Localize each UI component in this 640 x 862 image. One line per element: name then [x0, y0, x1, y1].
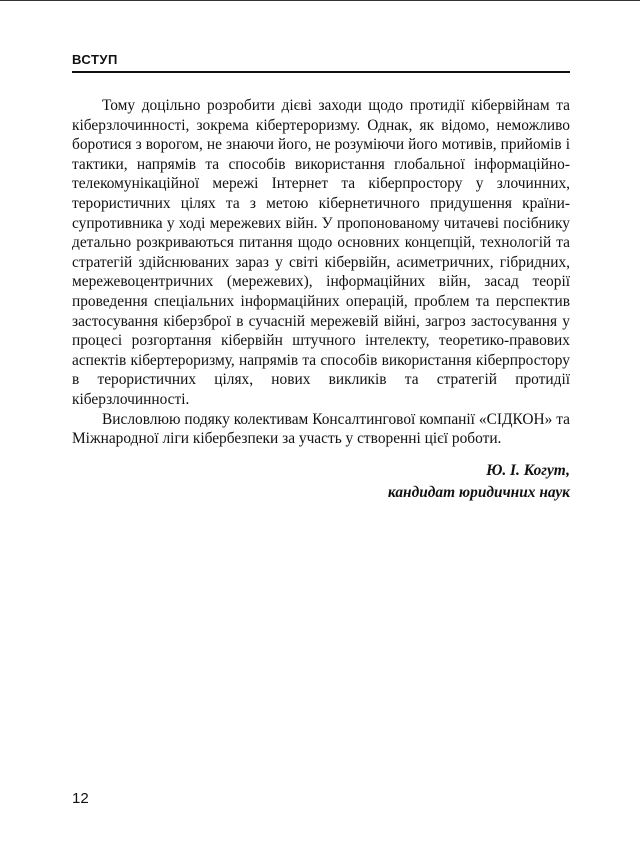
- page-top-border: [0, 0, 640, 1]
- signature-name: Ю. І. Когут,: [486, 462, 570, 479]
- body-text: [72, 96, 570, 449]
- header-rule: [72, 71, 570, 73]
- page-number: 12: [72, 790, 89, 807]
- signature-title: кандидат юридичних наук: [387, 484, 570, 501]
- paragraph-2: Висловлюю подяку колективам Консалтингової компанії «СІДКОН» та Міжнародної ліги кібербезпеки за участь у створенні цієї роботи.: [72, 410, 570, 448]
- paragraph-1: Тому доцільно розробити дієві заходи щодо протидії кібервійнам та кіберзлочинності, зокрема кібертероризму. Однак, як відомо, неможливо боротися з ворогом, не знаючи його, не розуміючи його мотивів, прийомів і тактики, напрямів та способів використання глобальної інформаційно-телекомунікаційної мережі Інтернет та кіберпростору у злочинних, терористичних цілях та з метою кібернетичного придушення країни-супротивника у ході мережевих війн. У пропонованому читачеві посібнику детально розкриваються питання щодо основних концепцій, технологій та стратегій здійснюваних зараз у світі кібервійн, асиметричних, гібридних, мережевоцентричних (мережевих), інформаційних війн, засад теорії проведення спеціальних інформаційних операцій, проблем та перспектив застосування кіберзброї в сучасній мережевій війні, загроз застосування у процесі розгортання кібервійн штучного інтелекту, теоретико-правових аспектів кібертероризму, напрямів та способів використання кіберпростору в терористичних цілях, нових викликів та стратегій протидії кіберзлочинності.: [72, 97, 570, 408]
- section-title: ВСТУП: [72, 52, 118, 67]
- signature-block: [388, 460, 570, 504]
